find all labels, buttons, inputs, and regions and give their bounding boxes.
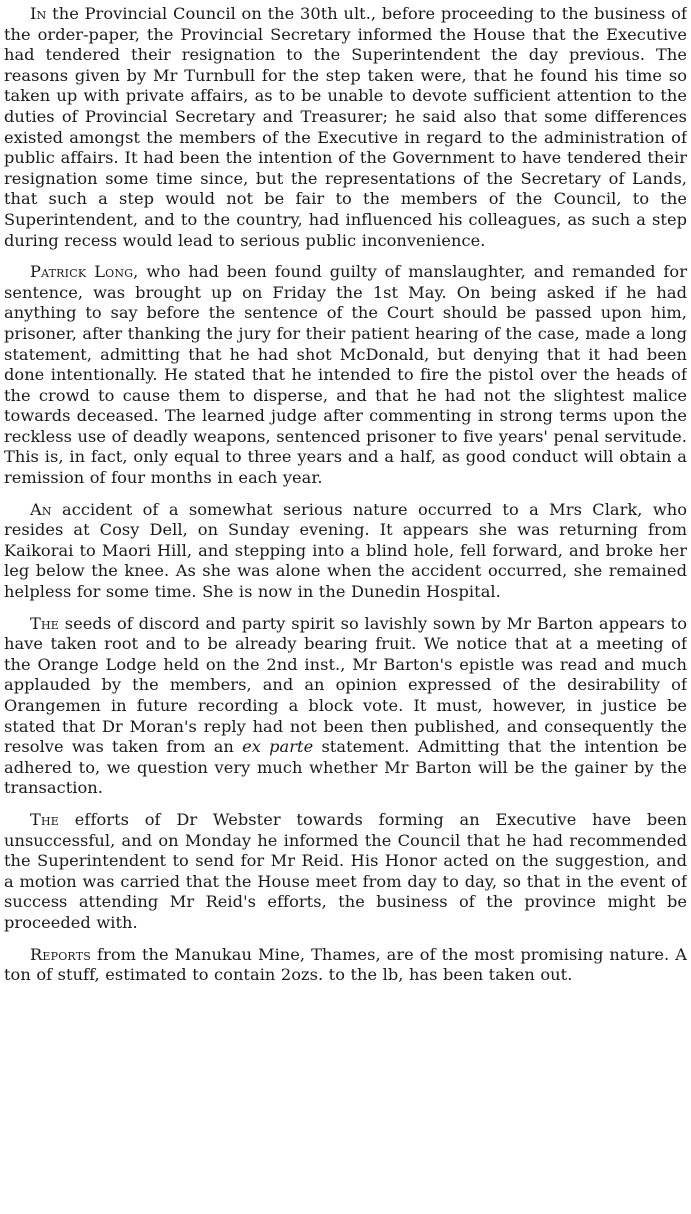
article-body-text: seeds of discord and party spirit so lavishly sown by Mr Barton appears to have taken root and to be already bearing fruit. We notice that at a meeting of the Orange Lodge held on the 2nd inst., Mr Barton's epistle was read and much applauded by the members, and an opinion expressed of the desirability of Orangemen in future recording a block vote. It must, however, in justice be stated that Dr Moran's reply had not been then published, and consequently the resolve was taken from an [4,613,687,757]
article-body-text: efforts of Dr Webster towards forming an Executive have been unsuccessful, and on Monday he informed the Council that he had recommended the Superintendent to send for Mr Reid. His Honor acted on the suggestion, and a motion was carried that the House meet from day to day, so that in the event of success attending Mr Reid's efforts, the business of the province might be proceeded with. [4,809,687,932]
article-lead-word: The [30,809,60,829]
article-body-text: who had been found guilty of manslaughter, and remanded for sentence, was brought up on Friday the 1st May. On being asked if he had anything to say before the sentence of the Court should be passed upon him, prisoner, after thanking the jury for their patient hearing of the case, made a long statement, admitting that he had shot McDonald, but denying that it had been done intentionally. He stated that he intended to fire the pistol over the heads of the crowd to cause them to disperse, and that he had not the slightest malice towards deceased. The learned judge after commenting in strong terms upon the reckless use of deadly weapons, sentenced prisoner to five years' penal servitude. This is, in fact, only equal to three years and a half, as good conduct will obtain a remission of four months in each year. [4,262,687,488]
article-body-text: the Provincial Council on the 30th ult., before proceeding to the business of the order-paper, the Provincial Secretary informed the House that the Executive had tendered their resignation to the Superintendent the day previous. The reasons given by Mr Turnbull for the step taken were, that he found his time so taken up with private affairs, as to be unable to devote sufficient attention to the duties of Provincial Secretary and Treasurer; he said also that some differences existed amongst the members of the Executive in regard to the administration of public affairs. It had been the intention of the Government to have tendered their resignation some time since, but the representations of the Secretary of Lands, that such a step would not be fair to the members of the Council, to the Superintendent, and to the country, had influenced his colleagues, as such a step during recess would lead to serious public inconvenience. [4,4,687,250]
article-lead-word: In [30,4,47,23]
ex-parte-italic: ex parte [242,737,314,757]
article-italic-phrase [242,737,313,756]
article-patrick-long [4,262,687,489]
article-lead-word: An [30,499,52,519]
article-lead-word: The [30,613,60,633]
article-accident-mrs-clark [4,500,687,603]
article-lead-word: Patrick Long, [30,262,139,282]
article-body-text-continued: statement. Admitting that the intention be adhered to, we question very much whether Mr Barton will be the gainer by the transaction. [4,737,687,798]
article-dr-webster [4,810,687,934]
article-body-text: from the Manukau Mine, Thames, are of the most promising nature. A ton of stuff, estimated to contain 2ozs. to the lb, has been taken out. [4,944,687,985]
article-orange-lodge [4,614,687,799]
article-provincial-council [4,4,687,251]
article-manukau-mine [4,945,687,986]
article-body-text: accident of a somewhat serious nature occurred to a Mrs Clark, who resides at Cosy Dell, on Sunday evening. It appears she was returning from Kaikorai to Maori Hill, and stepping into a blind hole, fell forward, and broke her leg below the knee. As she was alone when the accident occurred, she remained helpless for some time. She is now in the Dunedin Hospital. [4,499,687,602]
newspaper-column [4,4,687,1210]
article-lead-word: Reports [30,944,91,964]
